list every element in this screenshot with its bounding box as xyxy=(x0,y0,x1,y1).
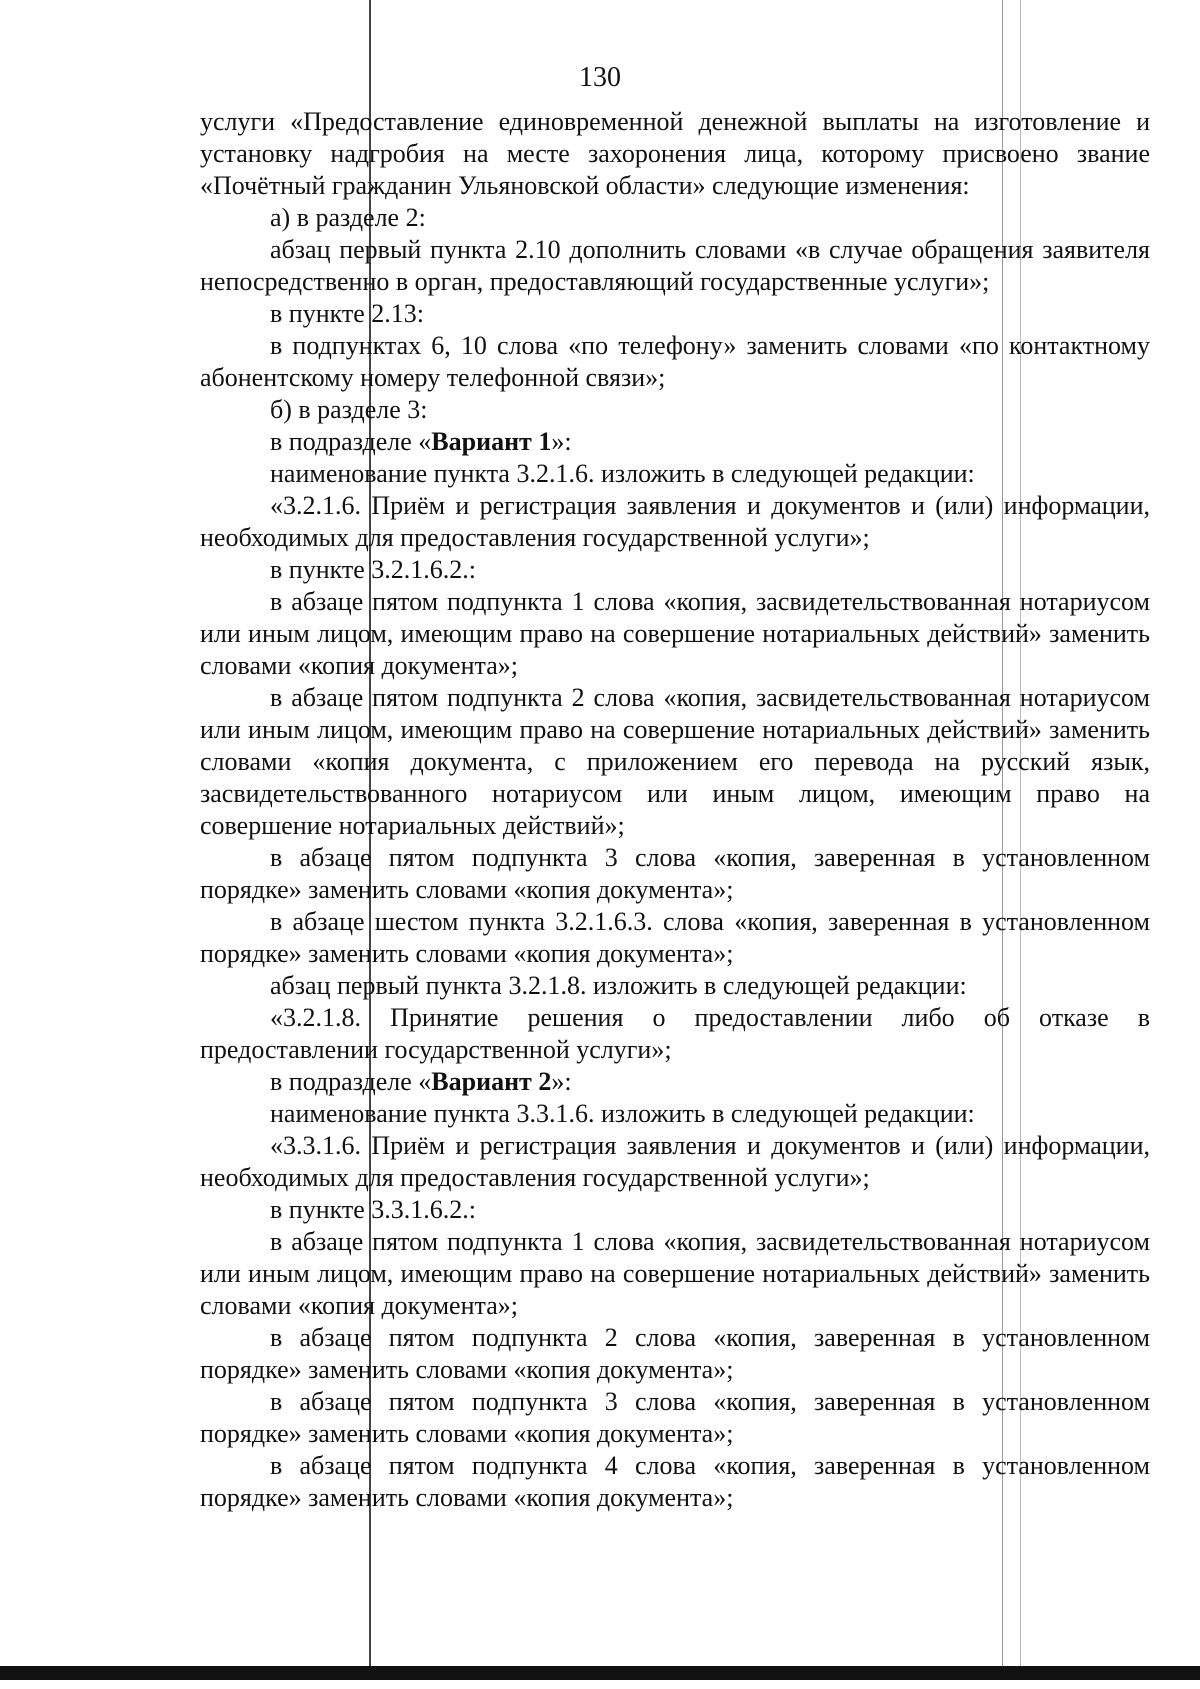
paragraph: в абзаце шестом пункта 3.2.1.6.3. слова «копия, заверенная в установленном порядке» заменить словами «копия документа»; xyxy=(200,907,1150,968)
paragraph: в абзаце пятом подпункта 2 слова «копия, заверенная в установленном порядке» заменить словами «копия документа»; xyxy=(200,1323,1150,1384)
subsection-heading xyxy=(200,1066,1150,1098)
paragraph: в абзаце пятом подпункта 1 слова «копия, засвидетельствованная нотариусом или иным лицом, имеющим право на совершение нотариальных действий» заменить словами «копия документа»; xyxy=(200,1227,1150,1320)
paragraph: в абзаце пятом подпункта 3 слова «копия, заверенная в установленном порядке» заменить словами «копия документа»; xyxy=(200,843,1150,904)
paragraph-text: »: xyxy=(551,427,572,456)
paragraph: «3.2.1.8. Принятие решения о предоставлении либо об отказе в предоставлении государственной услуги»; xyxy=(200,1003,1150,1064)
paragraph: услуги «Предоставление единовременной денежной выплаты на изготовление и установку надгробия на месте захоронения лица, которому присвоено звание «Почётный гражданин Ульяновской области» следующие изменения: xyxy=(200,107,1150,200)
paragraph: б) в разделе 3: xyxy=(270,395,428,424)
paragraph: наименование пункта 3.2.1.6. изложить в следующей редакции: xyxy=(270,459,975,488)
paragraph: в абзаце пятом подпункта 1 слова «копия, засвидетельствованная нотариусом или иным лицом, имеющим право на совершение нотариальных действий» заменить словами «копия документа»; xyxy=(200,587,1150,680)
subsection-heading xyxy=(200,426,1150,458)
paragraph-text: »: xyxy=(551,1067,572,1096)
paragraph: а) в разделе 2: xyxy=(270,203,426,232)
paragraph-text: в подразделе « xyxy=(270,1067,432,1096)
paragraph: в пункте 3.2.1.6.2.: xyxy=(270,555,477,584)
paragraph: «3.3.1.6. Приём и регистрация заявления и документов и (или) информации, необходимых для предоставления государственной услуги»; xyxy=(200,1131,1150,1192)
page-number: 130 xyxy=(579,62,621,93)
paragraph: в пункте 3.3.1.6.2.: xyxy=(270,1195,477,1224)
variant-label: Вариант 1 xyxy=(431,427,552,456)
paragraph: абзац первый пункта 3.2.1.8. изложить в следующей редакции: xyxy=(270,971,967,1000)
variant-label: Вариант 2 xyxy=(431,1067,552,1096)
paragraph: в пункте 2.13: xyxy=(270,299,425,328)
paragraph: в абзаце пятом подпункта 4 слова «копия, заверенная в установленном порядке» заменить словами «копия документа»; xyxy=(200,1451,1150,1512)
paragraph-text: в подразделе « xyxy=(270,427,432,456)
paragraph: в абзаце пятом подпункта 3 слова «копия, заверенная в установленном порядке» заменить словами «копия документа»; xyxy=(200,1387,1150,1448)
scan-bottom-edge xyxy=(0,1666,1200,1680)
paragraph: в абзаце пятом подпункта 2 слова «копия, засвидетельствованная нотариусом или иным лицом, имеющим право на совершение нотариальных действий» заменить словами «копия документа, с приложением его перевода на русский язык, засвидетельствованного нотариусом или иным лицом, имеющим право на совершение нотариальных действий»; xyxy=(200,683,1150,840)
paragraph: «3.2.1.6. Приём и регистрация заявления и документов и (или) информации, необходимых для предоставления государственной услуги»; xyxy=(200,491,1150,552)
paragraph: абзац первый пункта 2.10 дополнить словами «в случае обращения заявителя непосредственно в орган, предоставляющий государственные услуги»; xyxy=(200,235,1150,296)
paragraph: в подпунктах 6, 10 слова «по телефону» заменить словами «по контактному абонентскому номеру телефонной связи»; xyxy=(200,331,1150,392)
paragraph: наименование пункта 3.3.1.6. изложить в следующей редакции: xyxy=(270,1099,975,1128)
document-body xyxy=(200,106,1150,1514)
